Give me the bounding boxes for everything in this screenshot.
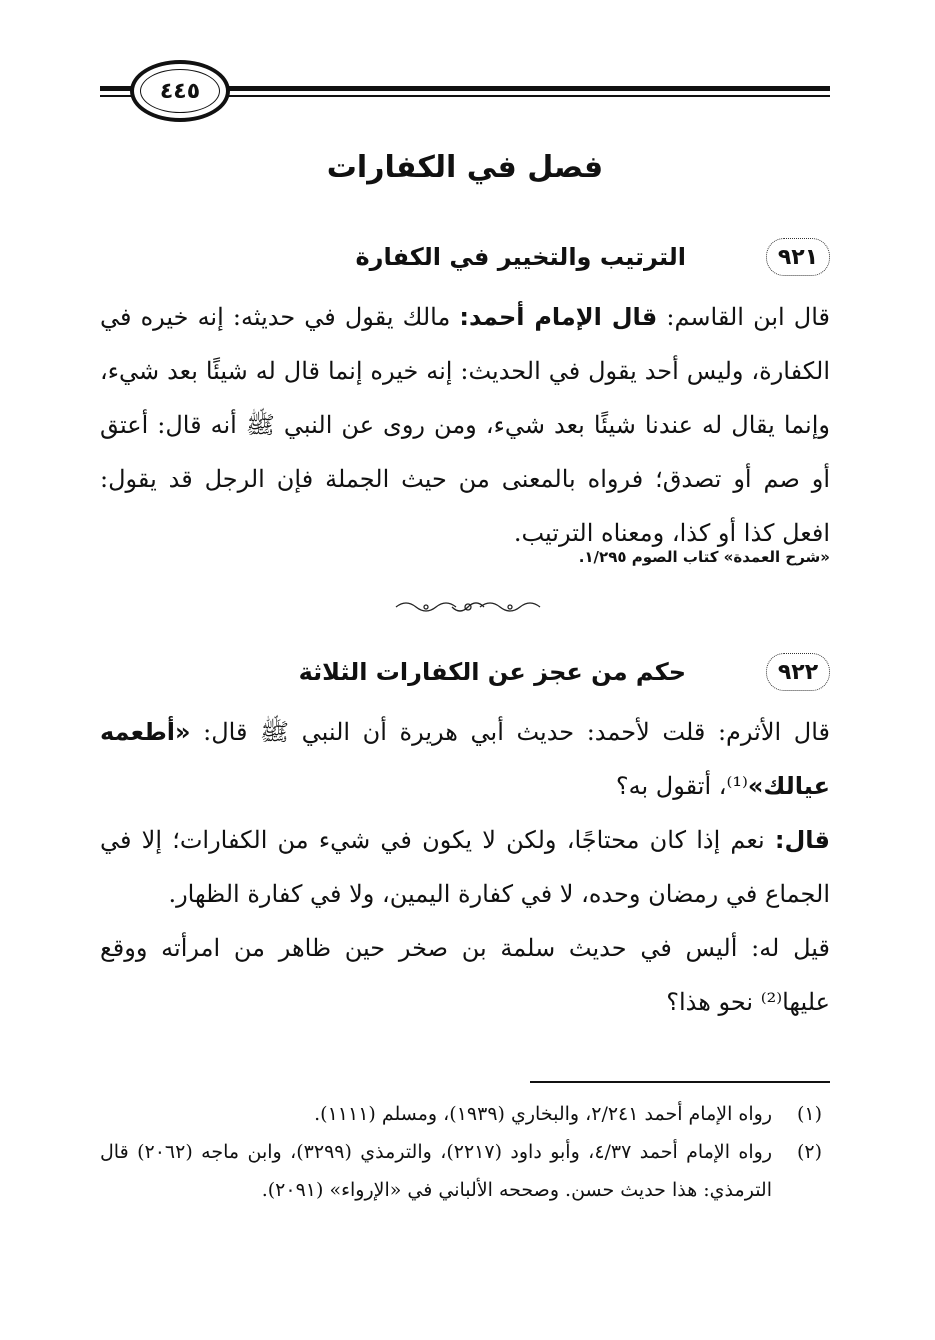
paragraph-lead: قال ابن القاسم: [657,303,830,331]
section-title: حكم من عجز عن الكفارات الثلاثة [298,658,686,686]
footnote-number: (٢) [796,1141,822,1163]
footnote [100,1095,830,1133]
paragraph-bold: «أطعمه عيالك» [100,718,830,800]
paragraph-text: مالك يقول في حديثه: إنه خيره في الكفارة، وليس أحد يقول في الحديث: إنه خيره إنما قال له شيئًا بعد شيء، وإنما يقال له عندنا شيئًا بعد شيء، ومن روى عن النبي ﷺ أنه قال: أعتق أو صم أو تصدق؛ فرواه بالمعنى من حيث الجملة فإن الرجل قد يقول: افعل كذا أو كذا، ومعناه الترتيب. [100,303,830,547]
paragraph-bold: قال الإمام أحمد: [459,303,658,331]
paragraph-text: نعم إذا كان محتاجًا، ولكن لا يكون في شيء من الكفارات؛ إلا في الجماع في رمضان وحده، لا في كفارة اليمين، ولا في كفارة الظهار. [100,826,830,908]
section-heading-921 [100,232,830,282]
page-header [100,60,830,130]
paragraph-bold: قال: [774,826,830,854]
footnote [100,1133,830,1209]
section-921-body [100,290,830,560]
footnote-number: (١) [796,1103,822,1125]
footnote-text: رواه الإمام أحمد ٤/٣٧، وأبو داود (٢٢١٧)، والترمذي (٣٢٩٩)، وابن ماجه (٢٠٦٢) قال الترمذي: هذا حديث حسن. وصححه الألباني في «الإرواء» (٢٠٩١). [100,1141,772,1201]
footnote-text: رواه الإمام أحمد ٢/٢٤١، والبخاري (١٩٣٩)، ومسلم (١١١١). [314,1103,772,1125]
section-title: الترتيب والتخيير في الكفارة [355,243,686,271]
ornament-divider-icon [392,597,544,617]
paragraph [100,705,830,813]
page-number-badge [130,60,230,122]
paragraph [100,921,830,1029]
paragraph-lead: قيل له: أليس في حديث سلمة بن صخر حين ظاهر من امرأته ووقع عليها⁽²⁾ نحو هذا؟ [100,934,830,1016]
paragraph [100,813,830,921]
section-922-body [100,705,830,1029]
chapter-title: فصل في الكفارات [326,150,604,185]
paragraph [100,290,830,560]
section-heading-922 [100,647,830,697]
footnote-separator [530,1081,830,1083]
section-number-badge: ٩٢٢ [766,653,830,691]
paragraph-text: ⁽¹⁾، أتقول به؟ [615,772,748,800]
paragraph-lead: قال الأثرم: قلت لأحمد: حديث أبي هريرة أن النبي ﷺ قال: [190,718,830,746]
section-number-badge: ٩٢١ [766,238,830,276]
footnotes [100,1095,830,1209]
source-citation: «شرح العمدة» كتاب الصوم ١/٢٩٥. [578,548,830,566]
page-number: ٤٤٥ [140,69,220,113]
